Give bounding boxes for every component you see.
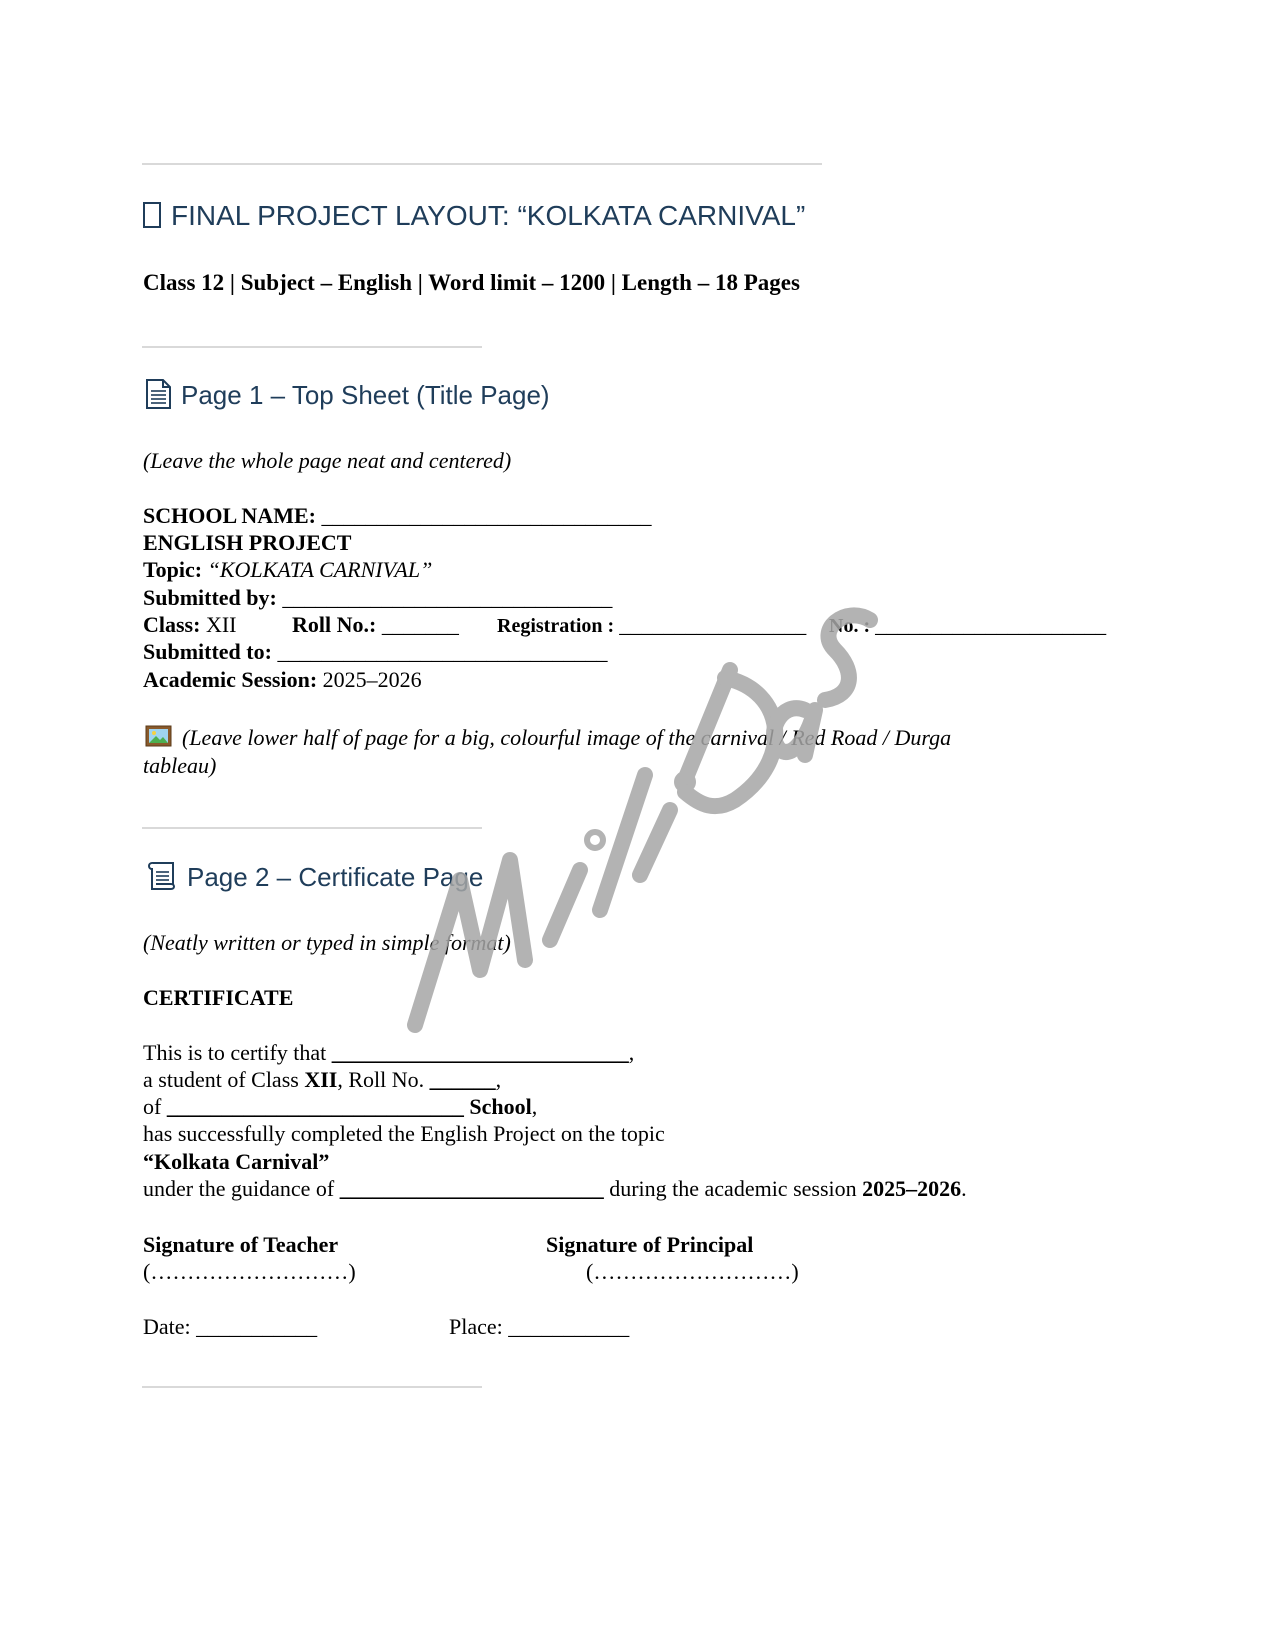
place-line [449, 1313, 629, 1341]
class-label: Class: [143, 612, 201, 637]
section-heading-page1: Page 1 – Top Sheet (Title Page) [181, 380, 550, 410]
submitted-to-blank: ______________________________ [277, 639, 608, 664]
roll-blank: _______ [381, 612, 459, 637]
image-note-line1: (Leave lower half of page for a big, colourful image of the carnival / Red Road / Durga [182, 725, 952, 750]
divider-1 [142, 346, 482, 348]
certificate-line4: has successfully completed the English Project on the topic [143, 1121, 665, 1146]
signature-principal-dots: (………………………) [586, 1259, 799, 1284]
roll-line [292, 611, 459, 639]
image-note-line2: tableau) [143, 753, 217, 778]
cert-line1-text: This is to certify that [143, 1040, 327, 1065]
class-value: XII [205, 612, 237, 637]
submitted-by-line [143, 584, 612, 612]
session-label: Academic Session: [143, 667, 318, 692]
place-label: Place: [449, 1314, 503, 1339]
cert-line3-comma: , [531, 1094, 538, 1119]
class-line [143, 611, 237, 639]
cert-guide-blank: ________________________ [339, 1176, 604, 1201]
school-name-blank: ______________________________ [321, 503, 652, 528]
number-label: No. : [829, 615, 871, 637]
framed-picture-icon [145, 725, 172, 747]
page-title-text: FINAL PROJECT LAYOUT: “KOLKATA CARNIVAL” [171, 200, 806, 231]
submitted-to-line [143, 638, 607, 666]
divider-bottom [142, 1386, 482, 1388]
submitted-by-label: Submitted by: [143, 585, 277, 610]
missing-glyph-icon [143, 202, 161, 228]
english-project-label: ENGLISH PROJECT [143, 530, 352, 555]
date-line [143, 1313, 317, 1341]
certificate-line6 [143, 1175, 967, 1203]
cert-line1-comma: , [628, 1040, 635, 1065]
number-line [829, 611, 1106, 640]
topic-line [143, 556, 432, 584]
date-label: Date: [143, 1314, 191, 1339]
certificate-line3 [143, 1093, 537, 1121]
meta-line: Class 12 | Subject – English | Word limit – 1200 | Length – 18 Pages [143, 270, 800, 295]
topic-label: Topic: [143, 557, 203, 582]
session-value: 2025–2026 [322, 667, 422, 692]
page2-note: (Neatly written or typed in simple format) [143, 930, 511, 955]
registration-line [497, 611, 806, 640]
section-heading-page2: Page 2 – Certificate Page [187, 862, 484, 892]
signature-teacher-label: Signature of Teacher [143, 1232, 339, 1257]
session-line [143, 666, 422, 694]
registration-blank: _________________ [619, 612, 807, 637]
certificate-title: CERTIFICATE [143, 985, 294, 1010]
submitted-to-label: Submitted to: [143, 639, 272, 664]
certificate-line1 [143, 1039, 634, 1067]
registration-label: Registration : [497, 615, 615, 637]
certificate-line2 [143, 1066, 501, 1094]
divider-2 [142, 827, 482, 829]
cert-guidance-label: under the guidance of [143, 1176, 335, 1201]
divider-top [142, 163, 822, 165]
signature-principal-label: Signature of Principal [546, 1232, 754, 1257]
cert-of-label: of [143, 1094, 162, 1119]
cert-school-blank: ___________________________ [166, 1094, 464, 1119]
signature-teacher-dots: (………………………) [143, 1259, 356, 1284]
roll-label: Roll No.: [292, 612, 377, 637]
cert-line2-text: a student of Class [143, 1067, 299, 1092]
certificate-topic: “Kolkata Carnival” [143, 1149, 330, 1174]
place-blank: ___________ [508, 1314, 630, 1339]
school-name-label: SCHOOL NAME: [143, 503, 316, 528]
cert-line6-period: . [961, 1176, 967, 1201]
topic-value: “KOLKATA CARNIVAL” [207, 557, 433, 582]
student-name-blank: ___________________________ [331, 1040, 629, 1065]
cert-class-value: XII [304, 1067, 338, 1092]
page-facing-up-icon [145, 378, 172, 410]
cert-school-label: School [469, 1094, 532, 1119]
date-blank: ___________ [196, 1314, 318, 1339]
page-title [143, 200, 805, 232]
school-name-line [143, 502, 651, 530]
number-blank: _____________________ [875, 612, 1107, 637]
cert-roll-blank: ______ [429, 1067, 496, 1092]
cert-session-label: during the academic session [609, 1176, 857, 1201]
submitted-by-blank: ______________________________ [282, 585, 613, 610]
cert-session-value: 2025–2026 [862, 1176, 962, 1201]
cert-roll-label: , Roll No. [337, 1067, 425, 1092]
page1-note: (Leave the whole page neat and centered) [143, 448, 512, 473]
scroll-icon [145, 860, 179, 892]
cert-line2-comma: , [495, 1067, 502, 1092]
